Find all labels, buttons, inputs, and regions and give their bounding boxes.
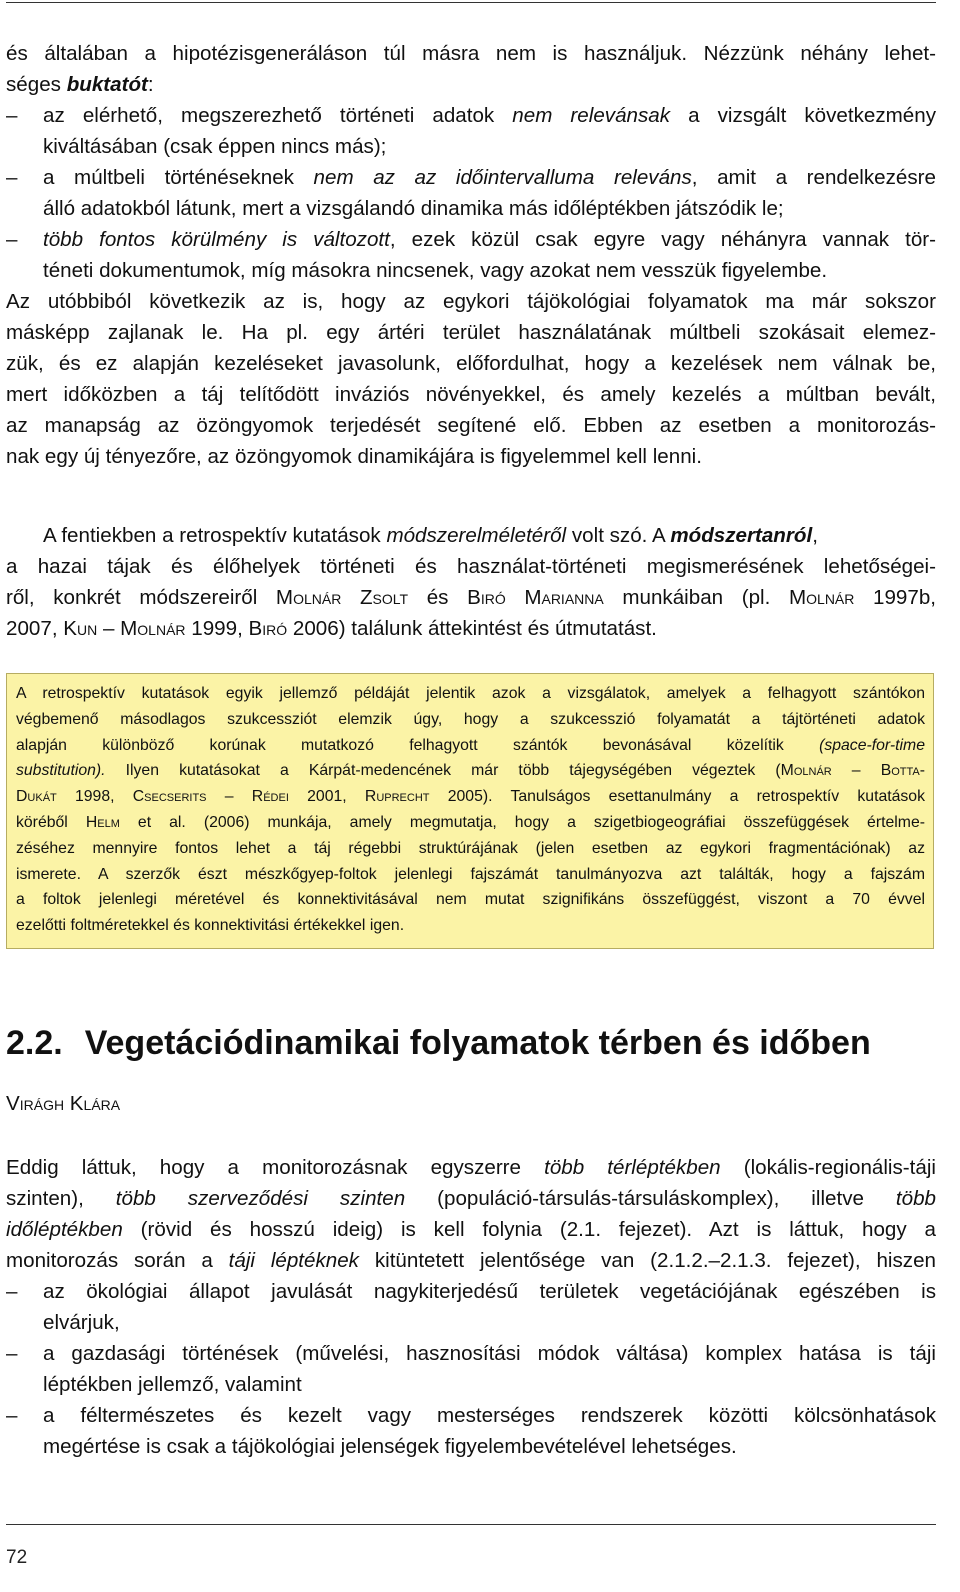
text-line: a gazdasági történések (művelési, hasznosítási módok váltása) komplex hatása is táji <box>43 1342 936 1365</box>
section-title: Vegetációdinamikai folyamatok térben és időben <box>84 1024 871 1062</box>
text-line: a múltbeli történéseknek nem az az időintervalluma releváns, amit a rendelkezésre <box>43 166 936 189</box>
author-name: Biró Marianna <box>467 586 604 609</box>
text-line: a hazai tájak és élőhelyek történeti és használat-történeti megismerésének lehetőségei- <box>6 555 936 578</box>
text-line: megértése is csak a tájökológiai jelenségek figyelembevételével lehetséges. <box>43 1435 737 1458</box>
text-line: az ökológiai állapot javulását nagykiterjedésű területek vegetációjának egészében is <box>43 1280 936 1303</box>
text-line: A fentiekben a retrospektív kutatások módszerelméletéről volt szó. A módszertanról, <box>43 524 818 547</box>
dash-bullet: – <box>6 228 18 251</box>
text-line: ezelőtti foltméretekkel és konnektivitási értékekkel igen. <box>16 917 405 935</box>
text-line: a féltermészetes és kezelt vagy mesterséges rendszerek közötti kölcsönhatások <box>43 1404 936 1427</box>
text-line: Dukát 1998, Csecserits – Rédei 2001, Ruprecht 2005). Tanulságos esettanulmány a retrospektív kutatások <box>16 788 925 806</box>
text-line: elvárjuk, <box>43 1311 120 1334</box>
info-box-text <box>16 681 925 939</box>
methods-paragraph <box>6 520 936 644</box>
text-line: Az utóbbiból következik az is, hogy az egykori tájökológiai folyamatok ma már sokszor <box>6 290 936 313</box>
text-line: séges buktatót: <box>6 73 154 96</box>
text-line: álló adatokból látunk, mert a vizsgálandó dinamika más időléptékben játszódik le; <box>43 197 784 220</box>
text-line: több fontos körülmény is változott, ezek közül csak egyre vagy néhányra vannak tör- <box>43 228 936 251</box>
text-line: mert időközben a táj telítődött inváziós növényekkel, és amely kezelés a múltban bevált, <box>6 383 936 406</box>
author-name: Molnár Zsolt <box>275 586 409 609</box>
text-line: szinten), több szerveződési szinten (populáció-társulás-társuláskomplex), illetve több <box>6 1187 936 1210</box>
top-text-block <box>6 38 936 472</box>
text-line: alapján különböző korúnak mutatkozó felhagyott szántók bevonásával közelítik (space-for-time <box>16 736 925 754</box>
text-line: substitution). Ilyen kutatásokat a Kárpát-medencének már több tájegységében végeztek (Molnár – Botta- <box>16 762 925 780</box>
text-line: zéséhez mennyire fontos lehet a táj régebbi struktúrájának (jelen esetben az egykori fragmentációnak) az <box>16 839 925 857</box>
section-number: 2.2. <box>6 1024 63 1062</box>
text-line: monitorozás során a táji léptéknek kitüntetett jelentősége van (2.1.2.–2.1.3. fejezet), hiszen <box>6 1249 936 1272</box>
text-line: 2007, Kun – Molnár 1999, Biró 2006) találunk áttekintést és útmutatást. <box>6 617 657 640</box>
list-item <box>6 162 936 224</box>
text-line: másképp zajlanak le. Ha pl. egy ártéri terület használatának múltbeli szokásait elemez- <box>6 321 936 344</box>
page-number: 72 <box>6 1547 28 1568</box>
list-item <box>6 1338 936 1400</box>
text-line: végbemenő másodlagos szukcessziót elemzik úgy, hogy a szukcesszió folyamatát a tájtörténeti adatok <box>16 710 925 728</box>
author-name: Molnár <box>120 617 186 640</box>
dash-bullet: – <box>6 104 18 127</box>
emphasis: buktatót <box>66 73 148 96</box>
text-line: téneti dokumentumok, míg másokra nincsenek, vagy azokat nem vesszük figyelembe. <box>43 259 828 282</box>
text-line: időléptékben (rövid és hosszú ideig) is kell folynia (2.1. fejezet). Azt is láttuk, hogy a <box>6 1218 936 1241</box>
list-item <box>6 1400 936 1462</box>
dash-bullet: – <box>6 1342 18 1365</box>
text-line: ről, konkrét módszereiről Molnár Zsolt és Biró Marianna munkáiban (pl. Molnár 1997b, <box>6 586 936 609</box>
dash-bullet: – <box>6 1404 18 1427</box>
text-line: A retrospektív kutatások egyik jellemző példáját jelentik azok a vizsgálatok, amelyek a felhagyott szántókon <box>16 685 925 702</box>
text-line: a foltok jelenlegi méretével és konnektivitásával nem mutat szignifikáns összefüggést, viszont a 70 évvel <box>16 891 925 909</box>
list-item <box>6 224 936 286</box>
list-item <box>6 1276 936 1338</box>
author-name: Molnár <box>788 586 855 609</box>
author-name: Kun <box>63 617 98 640</box>
list-item <box>6 100 936 162</box>
text-line: zük, és ez alapján kezeléseket javasolunk, előfordulhat, hogy a kezelések nem válnak be, <box>6 352 936 375</box>
section-author: Virágh Klára <box>6 1092 121 1115</box>
text-line: az elérhető, megszerezhető történeti adatok nem relevánsak a vizsgált következmény <box>43 104 936 127</box>
text-line: köréből Helm et al. (2006) munkája, amely megmutatja, hogy a szigetbiogeográfiai összefüggések értelme- <box>16 813 925 831</box>
text-line: Eddig láttuk, hogy a monitorozásnak egyszerre több térléptékben (lokális-regionális-táji <box>6 1156 936 1179</box>
dash-bullet: – <box>6 166 18 189</box>
dash-bullet: – <box>6 1280 18 1303</box>
text-line: nak egy új tényezőre, az özöngyomok dinamikájára is figyelemmel kell lenni. <box>6 445 702 468</box>
section-heading <box>6 1020 871 1066</box>
text-line: és általában a hipotézisgeneráláson túl másra nem is használjuk. Nézzünk néhány lehet- <box>6 42 936 65</box>
intro-text-block <box>6 1152 936 1462</box>
top-rule <box>6 2 936 3</box>
text-line: az manapság az özöngyomok terjedését segítené elő. Ebben az esetben a monitorozás- <box>6 414 936 437</box>
footer-rule <box>6 1524 936 1525</box>
author-name: Biró <box>248 617 288 640</box>
text-line: ismerete. A szerzők észt mészkőgyep-foltok jelenlegi fajszámát tanulmányozva azt találták, hogy a fajszám <box>16 865 925 883</box>
text-line: kiváltásában (csak éppen nincs más); <box>43 135 387 158</box>
text-line: léptékben jellemző, valamint <box>43 1373 302 1396</box>
info-box <box>6 673 934 949</box>
